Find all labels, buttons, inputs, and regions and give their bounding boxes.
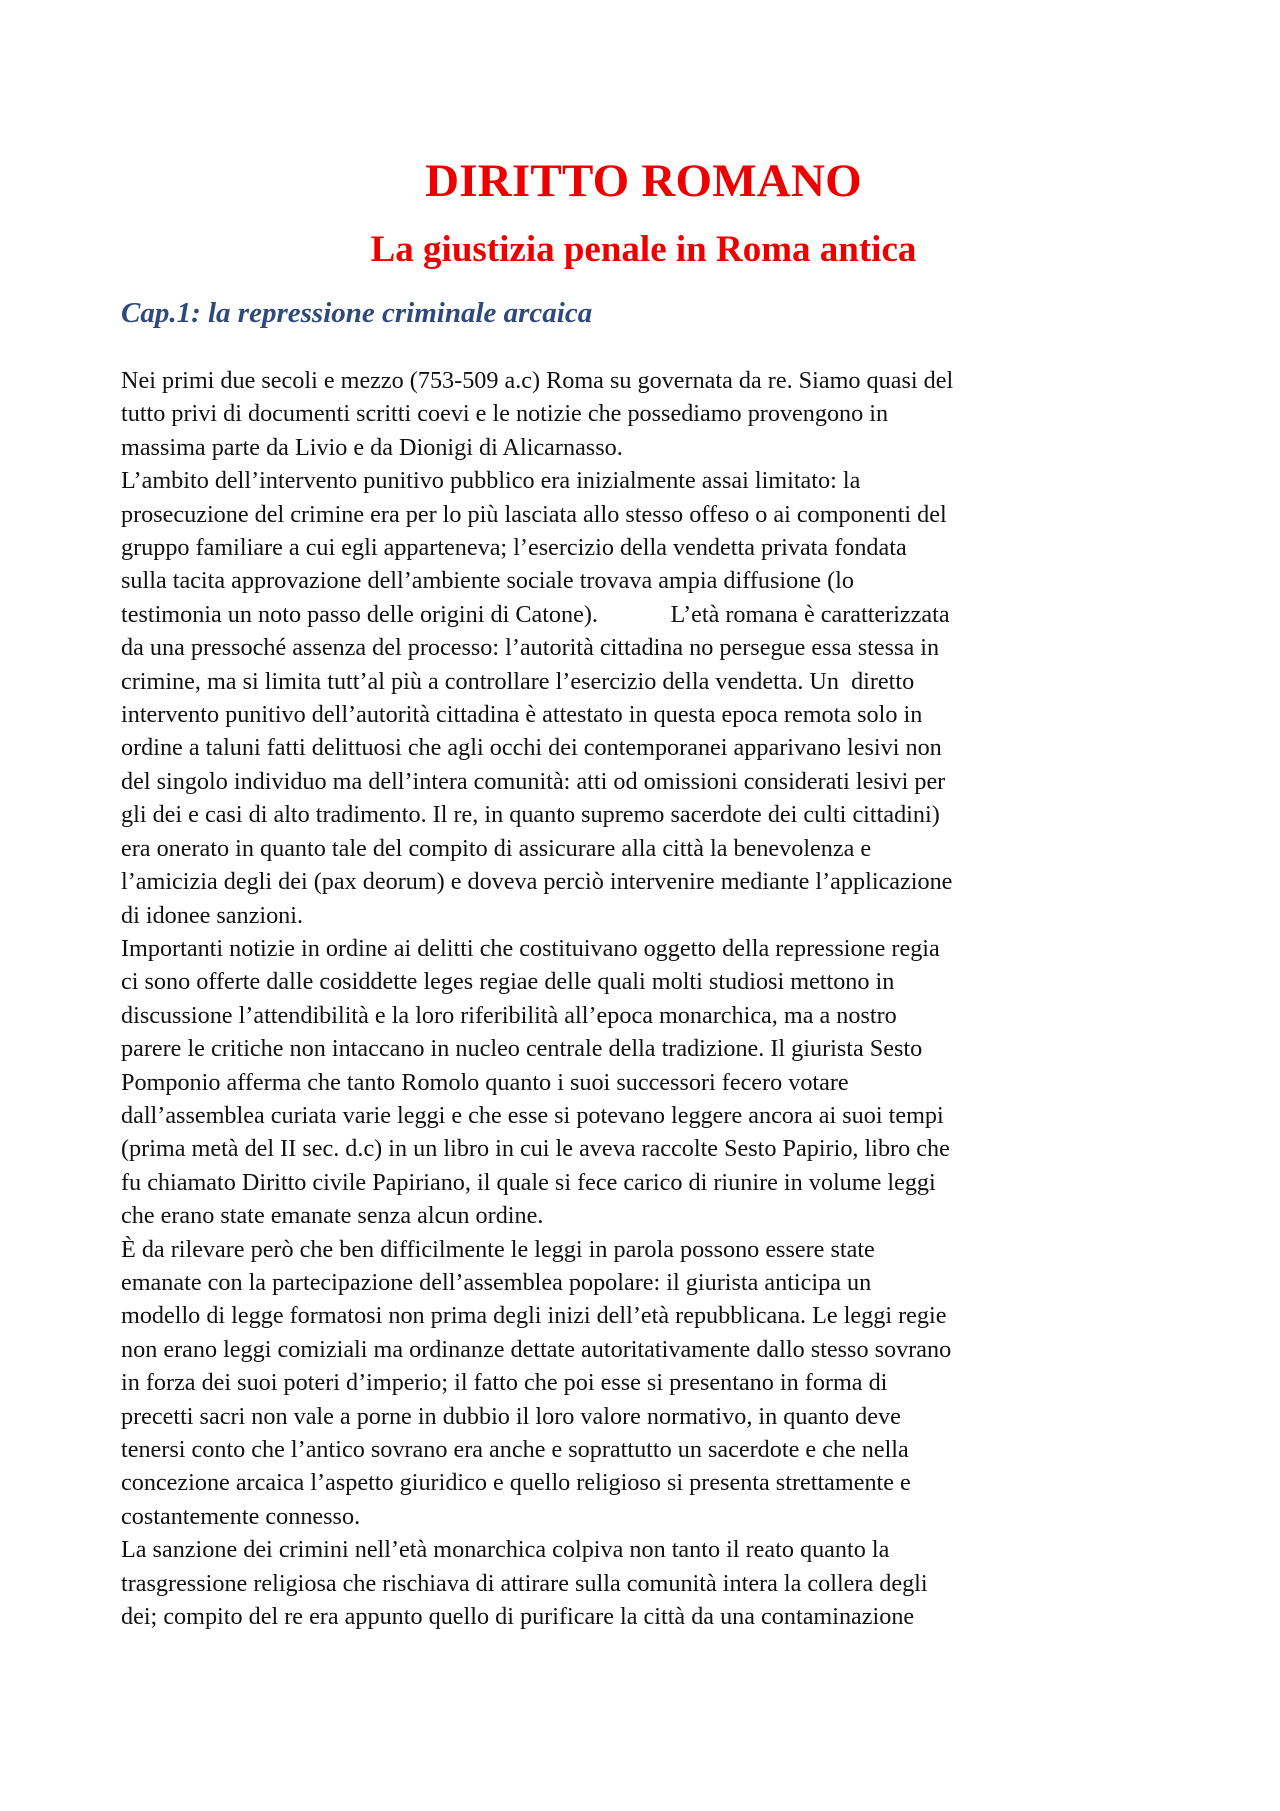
- text-line: concezione arcaica l’aspetto giuridico e quello religioso si presenta strettamente e: [121, 1469, 911, 1497]
- chapter-heading: Cap.1: la repressione criminale arcaica: [121, 297, 593, 329]
- text-line: sulla tacita approvazione dell’ambiente sociale trovava ampia diffusione (lo: [121, 567, 854, 595]
- document-title: DIRITTO ROMANO: [425, 155, 862, 207]
- text-line: era onerato in quanto tale del compito di assicurare alla città la benevolenza e: [121, 834, 872, 862]
- text-line: gli dei e casi di alto tradimento. Il re, in quanto supremo sacerdote dei culti cittadini): [121, 801, 940, 829]
- text-line: in forza dei suoi poteri d’imperio; il fatto che poi esse si presentano in forma di: [121, 1369, 888, 1397]
- text-line: fu chiamato Diritto civile Papiriano, il quale si fece carico di riunire in volume leggi: [121, 1168, 936, 1196]
- text-line: Pomponio afferma che tanto Romolo quanto i suoi successori fecero votare: [121, 1068, 849, 1096]
- text-line: massima parte da Livio e da Dionigi di Alicarnasso.: [121, 433, 623, 461]
- text-line: emanate con la partecipazione dell’assemblea popolare: il giurista anticipa un: [121, 1268, 872, 1296]
- document-content: [121, 148, 1166, 1633]
- text-line: parere le critiche non intaccano in nucleo centrale della tradizione. Il giurista Sesto: [121, 1035, 923, 1063]
- text-line: dall’assemblea curiata varie leggi e che esse si potevano leggere ancora ai suoi tempi: [121, 1101, 944, 1129]
- text-line: non erano leggi comiziali ma ordinanze dettate autoritativamente dallo stesso sovrano: [121, 1335, 952, 1363]
- text-line: tutto privi di documenti scritti coevi e le notizie che possediamo provengono in: [121, 400, 889, 428]
- text-line: l’amicizia degli dei (pax deorum) e doveva perciò intervenire mediante l’applicazione: [121, 868, 953, 896]
- text-line: prosecuzione del crimine era per lo più lasciata allo stesso offeso o ai componenti del: [121, 500, 947, 528]
- text-line: ci sono offerte dalle cosiddette leges regiae delle quali molti studiosi mettono in: [121, 968, 895, 996]
- text-line: tenersi conto che l’antico sovrano era anche e soprattutto un sacerdote e che nella: [121, 1436, 909, 1463]
- text-line: modello di legge formatosi non prima degli inizi dell’età repubblicana. Le leggi regie: [121, 1302, 947, 1330]
- text-line: di idonee sanzioni.: [121, 901, 304, 929]
- text-line: precetti sacri non vale a porne in dubbio il loro valore normativo, in quanto deve: [121, 1402, 901, 1430]
- text-line: È da rilevare però che ben difficilmente le leggi in parola possono essere state: [121, 1235, 875, 1263]
- text-line: crimine, ma si limita tutt’al più a controllare l’esercizio della vendetta. Un diretto: [121, 667, 915, 695]
- text-line: La sanzione dei crimini nell’età monarchica colpiva non tanto il reato quanto la: [121, 1536, 890, 1564]
- text-line: trasgressione religiosa che rischiava di attirare sulla comunità intera la collera degli: [121, 1569, 928, 1597]
- text-line: intervento punitivo dell’autorità cittadina è attestato in questa epoca remota solo in: [121, 701, 923, 729]
- text-line: che erano state emanate senza alcun ordine.: [121, 1202, 544, 1230]
- document-subtitle: La giustizia penale in Roma antica: [370, 229, 917, 270]
- text-line: L’ambito dell’intervento punitivo pubblico era inizialmente assai limitato: la: [121, 467, 861, 495]
- text-line: del singolo individuo ma dell’intera comunità: atti od omissioni considerati lesivi per: [121, 767, 946, 795]
- text-line: ordine a taluni fatti delittuosi che agli occhi dei contemporanei apparivano lesivi non: [121, 734, 942, 762]
- text-line: costantemente connesso.: [121, 1502, 361, 1530]
- text-line: dei; compito del re era appunto quello di purificare la città da una contaminazione: [121, 1603, 915, 1631]
- text-line: discussione l’attendibilità e la loro riferibilità all’epoca monarchica, ma a nostro: [121, 1001, 897, 1029]
- text-line: testimonia un noto passo delle origini di Catone). L’età romana è caratterizzata: [121, 600, 950, 628]
- text-line: Nei primi due secoli e mezzo (753-509 a.c) Roma su governata da re. Siamo quasi del: [121, 367, 954, 394]
- body-text: [121, 364, 1166, 1633]
- text-line: (prima metà del II sec. d.c) in un libro in cui le aveva raccolte Sesto Papirio, libro che: [121, 1135, 950, 1163]
- text-line: Importanti notizie in ordine ai delitti che costituivano oggetto della repressione regia: [121, 934, 940, 962]
- text-line: da una pressoché assenza del processo: l’autorità cittadina no persegue essa stessa in: [121, 634, 940, 662]
- text-line: gruppo familiare a cui egli apparteneva; l’esercizio della vendetta privata fondata: [121, 534, 907, 562]
